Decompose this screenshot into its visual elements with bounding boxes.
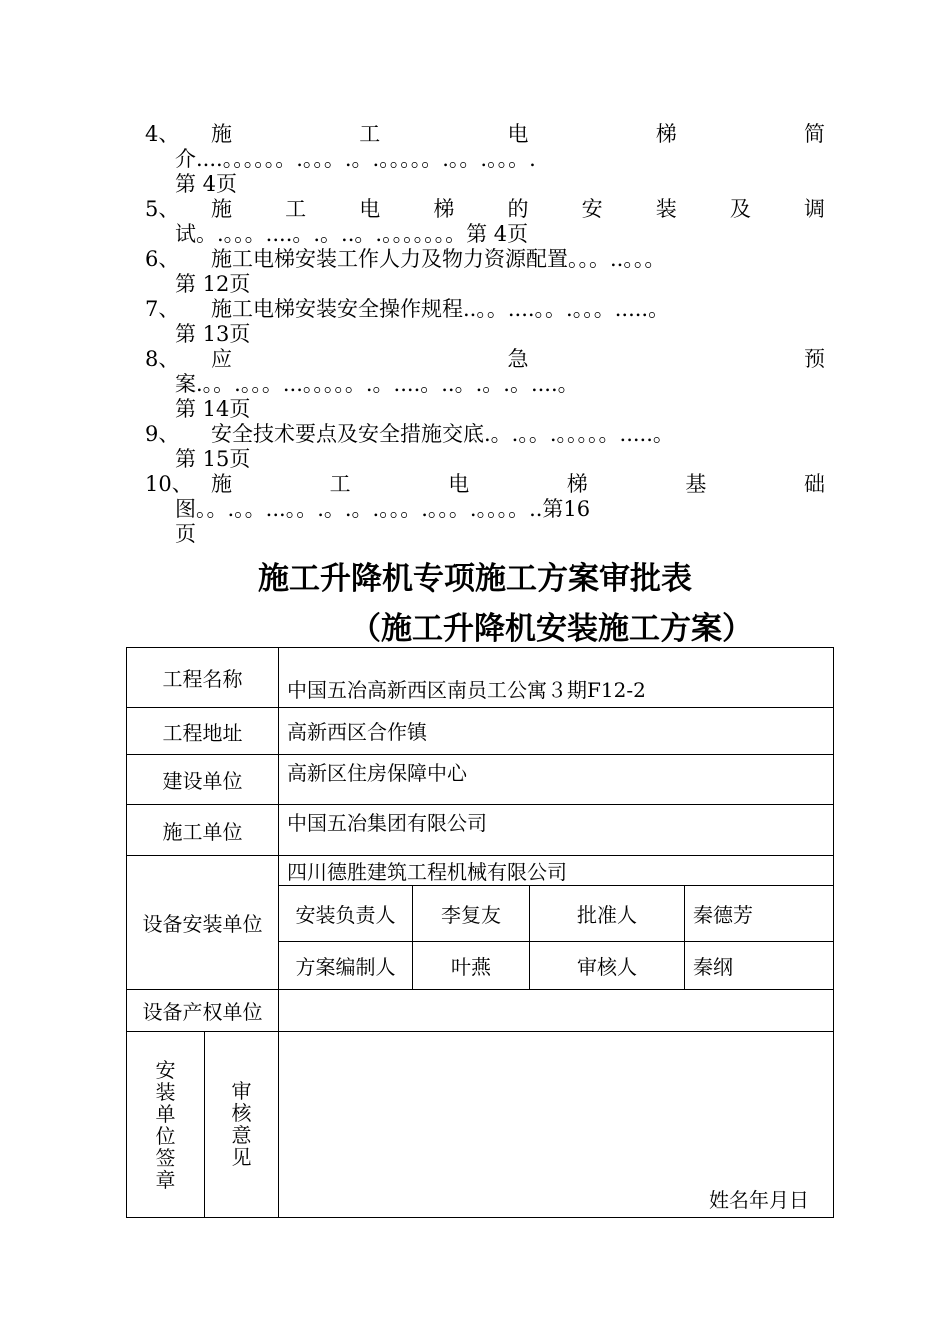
row-owner: 设备产权单位	[127, 990, 834, 1032]
constructor-value: 中国五冶集团有限公司	[279, 805, 834, 856]
row-install-lead: 安装负责人 李复友 批准人 秦德芳	[127, 886, 834, 942]
plan-author-value: 叶燕	[413, 942, 530, 990]
table-of-contents	[145, 122, 825, 547]
project-address-value: 高新西区合作镇	[279, 708, 834, 755]
installer-value: 四川德胜建筑工程机械有限公司	[279, 856, 834, 886]
row-project-name: 工程名称 中国五冶高新西区南员工公寓３期F12-2	[127, 648, 834, 708]
row-plan-author: 方案编制人 叶燕 审核人 秦纲	[127, 942, 834, 990]
owner-value	[279, 990, 834, 1032]
toc-item-9: 9、 安全技术要点及安全措施交底.。.。。.。。。。。.....。 第 15页	[145, 422, 674, 471]
builder-value: 高新区住房保障中心	[279, 755, 834, 805]
seal-label: 安装单位签章	[127, 1032, 205, 1218]
page-subtitle: （施工升降机安装施工方案）	[350, 611, 753, 647]
toc-item-6: 6、 施工电梯安装工作人力及物力资源配置。。。..。。。 第 12页	[145, 247, 666, 296]
row-installer: 设备安装单位 四川德胜建筑工程机械有限公司	[127, 856, 834, 886]
row-project-address: 工程地址 高新西区合作镇	[127, 708, 834, 755]
install-lead-value: 李复友	[413, 886, 530, 942]
toc-item-7: 7、 施工电梯安装安全操作规程..。。....。。.。。。.....。 第 13页	[145, 297, 670, 346]
row-opinion	[127, 1032, 834, 1218]
row-constructor: 施工单位 中国五冶集团有限公司	[127, 805, 834, 856]
toc-item-8: 8、 应急预 案.。。.。。。...。。。。。.。....。..。.。.。....。 第 14页	[145, 347, 825, 421]
toc-item-4: 4、 施工电梯简 介....。。。。。。.。。。.。.。。。。。.。。.。。。. 第 4页	[145, 122, 825, 196]
approver-value: 秦德芳	[685, 886, 834, 942]
row-builder: 建设单位 高新区住房保障中心	[127, 755, 834, 805]
opinion-label: 审核意见	[205, 1032, 279, 1218]
reviewer-value: 秦纲	[685, 942, 834, 990]
page-title: 施工升降机专项施工方案审批表	[258, 561, 692, 597]
signature-line: 姓名年月日	[279, 1032, 834, 1218]
approval-form	[126, 647, 834, 1218]
toc-item-10: 10、 施工电梯基础 图。。.。。...。。.。.。.。。。.。。。.。。。。..第16 页	[145, 472, 825, 546]
toc-item-5: 5、 施工电梯的安装及调 试。.。。。....。.。..。.。。。。。。。第 4页	[145, 197, 825, 246]
project-name-value: 中国五冶高新西区南员工公寓３期F12-2	[279, 648, 834, 708]
